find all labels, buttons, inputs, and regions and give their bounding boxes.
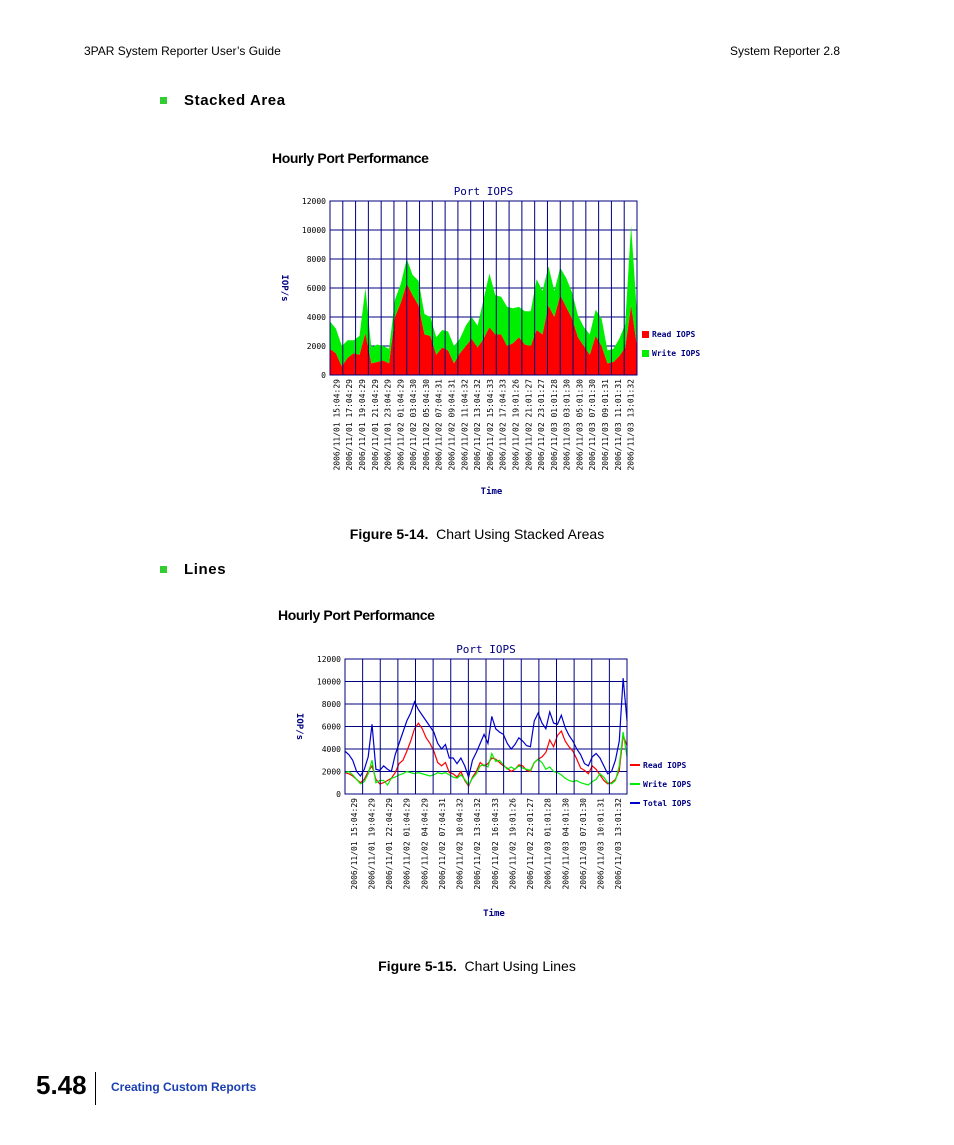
figure2-caption-label: Figure 5-15. <box>378 958 457 974</box>
y-tick-label: 4000 <box>306 313 326 322</box>
figure1-caption-text: Chart Using Stacked Areas <box>436 526 605 542</box>
x-tick-label: 2006/11/02 19:01:26 <box>508 798 518 890</box>
x-tick-label: 2006/11/01 15:04:29 <box>332 379 342 471</box>
x-tick-label: 2006/11/01 21:04:29 <box>370 379 380 471</box>
figure2-caption-text: Chart Using Lines <box>464 958 576 974</box>
y-tick-label: 10000 <box>301 226 326 235</box>
y-tick-label: 6000 <box>321 722 341 732</box>
x-tick-label: 2006/11/03 05:01:30 <box>575 379 585 471</box>
legend-label: Read IOPS <box>652 330 696 339</box>
legend-label: Write IOPS <box>652 349 701 358</box>
y-axis-label: IOP/s <box>279 274 289 302</box>
x-tick-label: 2006/11/02 13:04:32 <box>473 379 483 471</box>
x-tick-label: 2006/11/01 19:04:29 <box>367 798 377 890</box>
x-tick-label: 2006/11/03 07:01:30 <box>578 798 588 890</box>
bullet-icon <box>160 97 167 104</box>
x-tick-label: 2006/11/01 23:04:29 <box>383 379 393 471</box>
x-tick-label: 2006/11/02 11:04:32 <box>460 379 470 471</box>
bullet-icon <box>160 566 167 573</box>
stacked-area-chart <box>268 180 708 525</box>
figure2-title: Hourly Port Performance <box>278 607 435 623</box>
section-lines-label: Lines <box>184 561 227 578</box>
figure2-caption <box>0 958 954 974</box>
x-tick-label: 2006/11/03 11:01:31 <box>613 379 623 471</box>
y-tick-label: 0 <box>336 790 341 799</box>
x-tick-label: 2006/11/03 04:01:30 <box>561 798 571 890</box>
x-tick-label: 2006/11/02 05:04:30 <box>421 379 431 471</box>
legend-label: Write IOPS <box>643 780 692 789</box>
x-tick-label: 2006/11/01 15:04:29 <box>349 798 359 890</box>
chart-title: Port IOPS <box>456 643 516 656</box>
x-tick-label: 2006/11/02 01:04:29 <box>396 379 406 471</box>
x-tick-label: 2006/11/02 17:04:33 <box>498 379 508 471</box>
footer-divider <box>95 1072 96 1105</box>
y-tick-label: 8000 <box>321 700 341 709</box>
x-tick-label: 2006/11/02 16:04:33 <box>490 798 500 890</box>
chart-title: Port IOPS <box>453 185 514 198</box>
x-tick-label: 2006/11/03 09:01:31 <box>601 379 611 471</box>
y-axis-label: IOP/s <box>294 712 304 741</box>
x-tick-label: 2006/11/03 13:01:32 <box>614 798 624 890</box>
x-tick-label: 2006/11/03 07:01:30 <box>588 379 598 471</box>
figure1-caption <box>0 526 954 542</box>
x-tick-label: 2006/11/02 15:04:33 <box>485 379 495 471</box>
line-chart <box>270 638 710 923</box>
x-tick-label: 2006/11/03 13:01:32 <box>626 379 636 471</box>
x-tick-label: 2006/11/01 19:04:29 <box>357 379 367 471</box>
x-tick-label: 2006/11/02 21:01:27 <box>524 379 534 471</box>
y-tick-label: 2000 <box>321 767 341 777</box>
x-tick-label: 2006/11/03 01:01:28 <box>543 798 553 890</box>
header-version: System Reporter 2.8 <box>730 44 841 58</box>
section-stacked-area <box>160 92 286 109</box>
y-tick-label: 10000 <box>316 677 341 687</box>
figure1-title: Hourly Port Performance <box>272 150 429 166</box>
x-axis-label: Time <box>480 487 503 497</box>
legend-swatch <box>642 331 649 338</box>
figure1-caption-label: Figure 5-14. <box>349 526 429 542</box>
x-tick-label: 2006/11/01 22:04:29 <box>385 798 395 890</box>
section-lines <box>160 561 226 578</box>
x-tick-label: 2006/11/02 10:04:32 <box>455 798 465 890</box>
x-tick-label: 2006/11/02 04:04:29 <box>420 798 430 890</box>
y-tick-label: 2000 <box>306 342 326 351</box>
footer-section-link[interactable]: Creating Custom Reports <box>111 1080 257 1094</box>
x-tick-label: 2006/11/02 23:01:27 <box>537 379 547 471</box>
x-axis-label: Time <box>483 909 505 919</box>
x-tick-label: 2006/11/03 03:01:30 <box>562 379 572 471</box>
header-guide-title: 3PAR System Reporter User’s Guide <box>84 44 281 58</box>
y-tick-label: 12000 <box>301 197 326 206</box>
section-stacked-area-label: Stacked Area <box>184 92 286 109</box>
y-tick-label: 8000 <box>306 255 326 264</box>
x-tick-label: 2006/11/02 07:04:31 <box>434 379 444 471</box>
x-tick-label: 2006/11/02 22:01:27 <box>526 798 536 890</box>
x-tick-label: 2006/11/02 13:04:32 <box>473 798 483 890</box>
x-tick-label: 2006/11/02 01:04:29 <box>402 798 412 890</box>
x-tick-label: 2006/11/03 10:01:31 <box>596 798 606 890</box>
x-tick-label: 2006/11/02 03:04:30 <box>409 379 419 471</box>
y-tick-label: 12000 <box>316 655 341 664</box>
x-tick-label: 2006/11/02 09:04:31 <box>447 379 457 471</box>
x-tick-label: 2006/11/01 17:04:29 <box>345 379 355 471</box>
y-tick-label: 0 <box>321 371 326 380</box>
x-tick-label: 2006/11/02 19:01:26 <box>511 379 521 471</box>
x-tick-label: 2006/11/03 01:01:28 <box>549 379 559 471</box>
legend-label: Read IOPS <box>643 761 687 770</box>
page-number: 5.48 <box>36 1070 87 1100</box>
y-tick-label: 6000 <box>306 284 326 293</box>
x-tick-label: 2006/11/02 07:04:31 <box>437 798 447 890</box>
y-tick-label: 4000 <box>321 745 341 754</box>
legend-label: Total IOPS <box>643 799 692 808</box>
legend-swatch <box>642 350 649 357</box>
